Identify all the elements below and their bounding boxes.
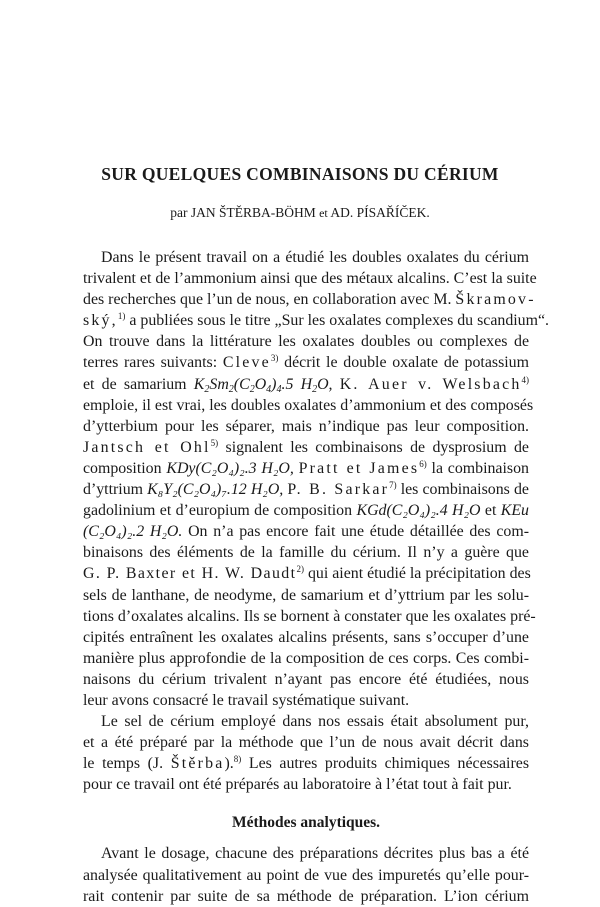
text-run: Les autres produits chimiques nécessaires xyxy=(248,755,529,773)
footnote-ref: 7) xyxy=(389,480,397,491)
text-line: manière plus approfondie de la composition de ces corps. Ces combi- xyxy=(83,649,529,667)
author-name: K. Auer v. Welsbach xyxy=(339,375,522,393)
text-line xyxy=(83,374,529,395)
author-1: JAN ŠTĚRBA-BÖHM xyxy=(190,205,316,220)
text-line: trivalent et de l’ammonium ainsi que des métaux alcalins. C’est la suite xyxy=(83,270,537,288)
text-line: leur avons consacré le travail systématique suivant. xyxy=(83,691,410,709)
byline-conjunction: et xyxy=(319,206,328,220)
text-line: Avant le dosage, chacune des préparations décrites plus bas a été xyxy=(101,845,529,863)
chemical-formula: KEu xyxy=(500,502,530,520)
author-name: Jantsch et Ohl xyxy=(83,438,211,456)
paragraph-1 xyxy=(83,247,550,711)
section-heading: Méthodes analytiques. xyxy=(231,814,381,832)
text-line xyxy=(83,437,529,458)
text-run: décrit le double oxalate de potassium xyxy=(284,354,529,372)
text-line xyxy=(83,289,536,310)
author-name: G. P. Baxter et H. W. Daudt xyxy=(83,565,297,583)
text-line: On trouve dans la littérature les oxalates doubles ou complexes de xyxy=(83,333,529,351)
text-line: sels de lanthane, de neodyme, de samarium et d’yttrium par les solu- xyxy=(83,586,529,604)
chemical-formula: K₈Y₂(C₂O₄)₇.12 H₂O, xyxy=(147,481,284,499)
text-run: On n’a pas encore fait une étude détaillée des com- xyxy=(188,523,529,541)
byline-prefix: par xyxy=(170,205,188,220)
text-line: Dans le présent travail on a étudié les doubles oxalates du cérium xyxy=(101,249,529,266)
text-line: binaisons des éléments de la famille du cérium. Il n’y a guère que xyxy=(83,544,529,562)
footnote-ref: 6) xyxy=(419,458,427,469)
author-name: Pratt et James xyxy=(298,459,420,477)
chemical-formula: KGd(C₂O₄)₂.4 H₂O xyxy=(356,502,481,520)
paragraph-2 xyxy=(83,711,529,795)
footnote-ref: 4) xyxy=(521,374,529,385)
text-line: rait contenir par suite de sa méthode de préparation. L’ion cérium xyxy=(83,887,529,905)
chemical-formula: (C₂O₄)₂.2 H₂O. xyxy=(83,523,183,541)
text-line: analysée qualitativement au point de vue des impuretés qu’elle pour- xyxy=(83,866,529,884)
text-line xyxy=(83,479,529,500)
author-name: P. B. Sarkar xyxy=(287,481,390,499)
text-line xyxy=(83,352,529,373)
text-line xyxy=(83,500,529,521)
text-run: les combinaisons de xyxy=(400,481,529,499)
text-line: et a été préparé par la méthode que l’un de nous avait décrit dans xyxy=(83,734,529,752)
text-run: des recherches que l’un de nous, en collaboration avec M. xyxy=(83,291,452,309)
footnote-ref: 8) xyxy=(233,754,242,765)
text-line: le temps (J. Štěrba).$^{8)}$ Les autres produits chimiques nécessaires xyxy=(83,754,529,773)
paragraph-3 xyxy=(83,843,529,906)
text-run: d’yttrium xyxy=(83,481,144,499)
author-name: ský, xyxy=(83,312,118,330)
text-line: tions d’oxalates alcalins. Ils se bornent à constater que les oxalates pré- xyxy=(83,607,536,625)
text-run: qui aient étudié la précipitation des xyxy=(307,565,531,583)
text-line: naisons du cérium trivalent n’ayant pas encore été étudiées, nous xyxy=(83,670,529,688)
article-body xyxy=(83,247,550,907)
chemical-formula: $K_2Sm_2(C_2O_4)_4.5$ $H_2O$, xyxy=(193,375,333,395)
author-name: Štěrba xyxy=(170,755,225,773)
text-run: le temps (J. xyxy=(83,755,164,773)
text-run: la combinaison xyxy=(431,459,529,477)
text-run: composition xyxy=(83,459,162,477)
footnote-ref: 3) xyxy=(270,353,279,364)
text-line: cipités entraînent les oxalates alcalins présents, sans s’occuper d’une xyxy=(83,628,529,646)
text-line: emploie, il est vrai, les doubles oxalates d’ammonium et des composés xyxy=(83,396,534,414)
text-run: et de samarium xyxy=(83,375,187,393)
text-run: a publiées sous le titre „Sur les oxalates complexes du scandium“. xyxy=(129,312,550,330)
footnote-ref: 5) xyxy=(210,437,219,448)
text-run: et xyxy=(484,502,497,520)
text-line xyxy=(83,521,529,542)
text-line: pour ce travail ont été préparés au laboratoire à l’état tout à fait pur. xyxy=(83,776,512,794)
text-line xyxy=(83,310,550,331)
chemical-formula: KDy(C₂O₄)₂.3 H₂O, xyxy=(166,459,294,477)
footnote-ref: 2) xyxy=(296,564,304,575)
author-name: Cleve xyxy=(222,354,271,372)
text-run: signalent les combinaisons de dysprosium de xyxy=(225,438,529,456)
text-run: terres rares suivants: xyxy=(83,354,218,372)
text-line: Le sel de cérium employé dans nos essais était absolument pur, xyxy=(101,713,529,731)
text-run: gadolinium et d’europium de composition xyxy=(83,502,353,520)
author-2: AD. PÍSAŘÍČEK. xyxy=(330,205,430,220)
author-name: Škramov- xyxy=(455,291,536,309)
text-line xyxy=(83,458,529,479)
footnote-ref: 1) xyxy=(117,311,126,322)
text-line xyxy=(83,563,529,584)
text-line: d’ytterbium pour les séparer, mais n’indique pas leur composition. xyxy=(83,417,529,435)
byline xyxy=(0,205,600,221)
article-title: SUR QUELQUES COMBINAISONS DU CÉRIUM xyxy=(101,164,499,184)
